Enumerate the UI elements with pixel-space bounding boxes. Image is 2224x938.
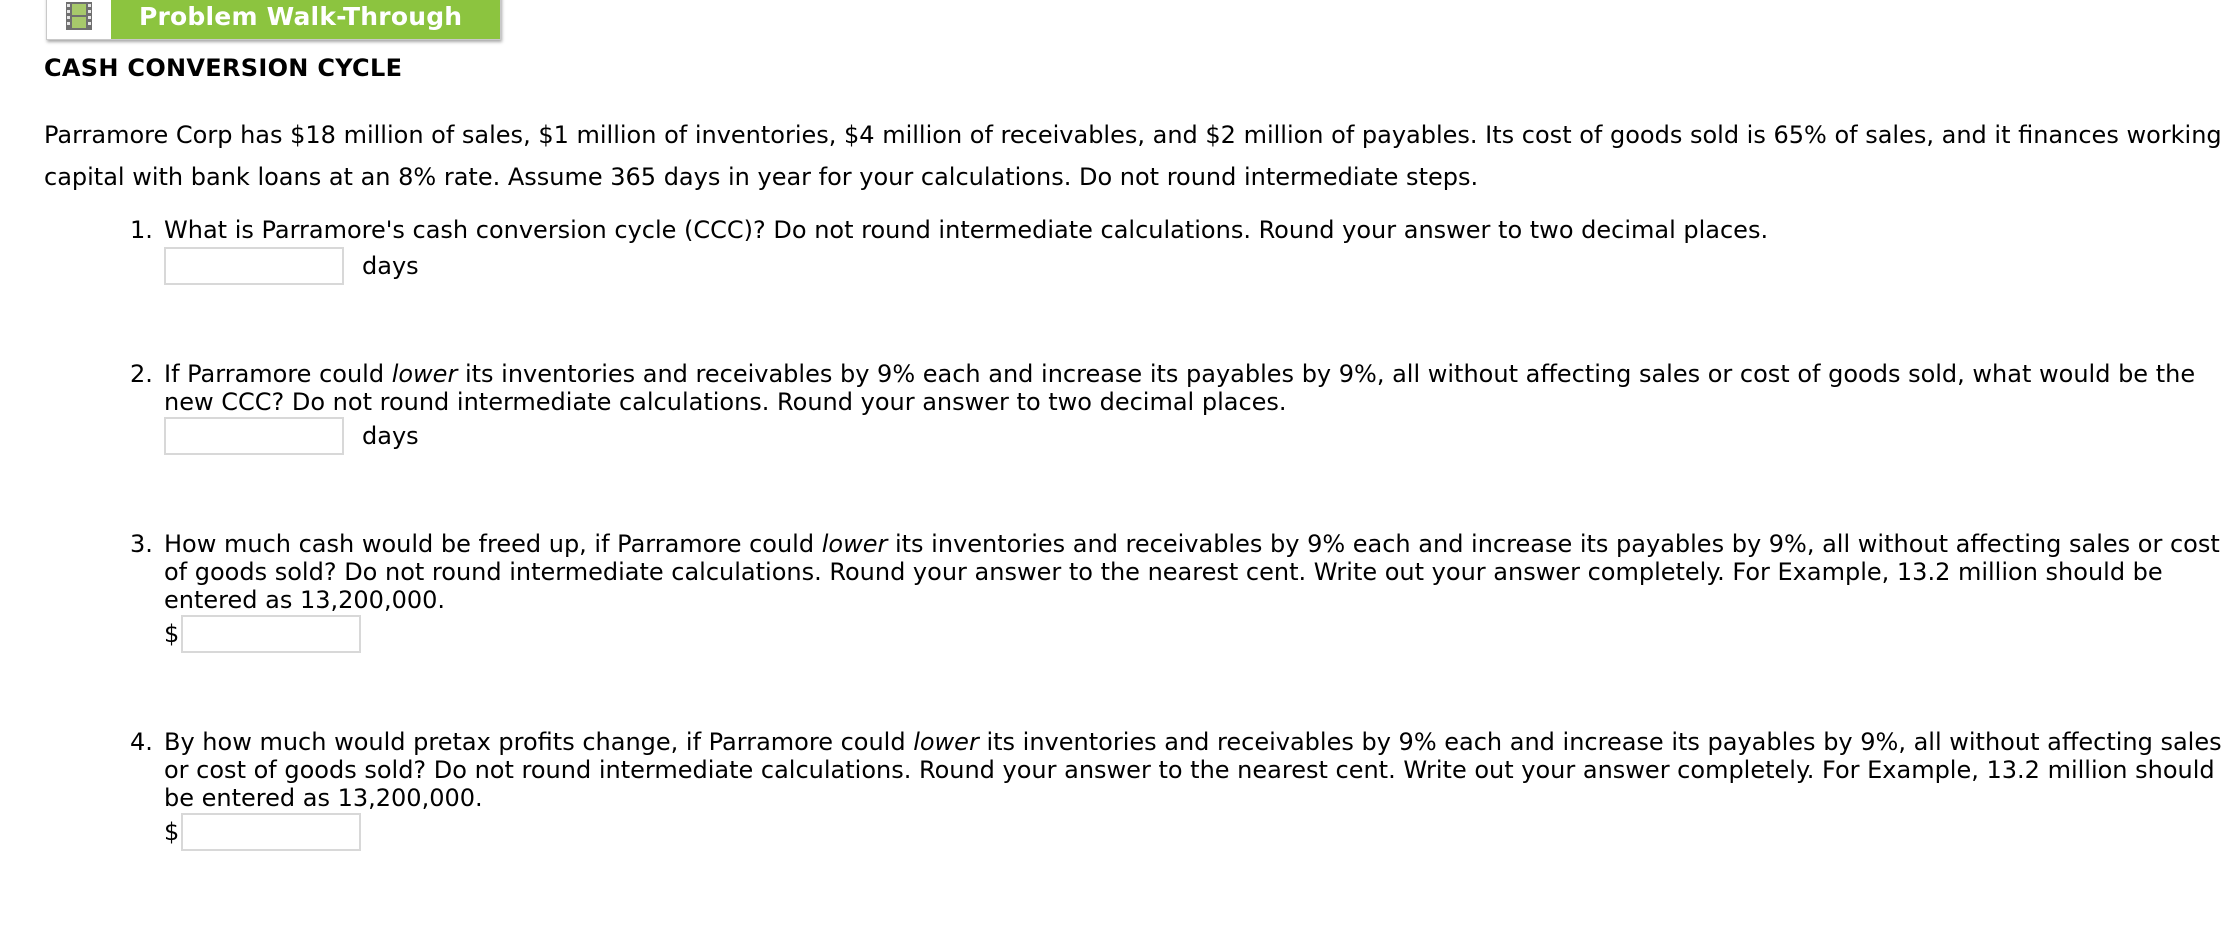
question-number: 1. [130, 216, 153, 244]
section-title: CASH CONVERSION CYCLE [44, 54, 403, 82]
question-text-segment: its inventories and receivables by 9% each and increase its payables by 9%, all without affecting sales or cost [887, 530, 2220, 558]
walkthrough-label: Problem Walk-Through [139, 1, 463, 31]
emphasis-text: lower [821, 530, 888, 558]
question-line-3: entered as 13,200,000. [164, 586, 446, 614]
question-line-2: new CCC? Do not round intermediate calculations. Round your answer to two decimal places. [164, 388, 1287, 416]
unit-label: days [362, 252, 419, 280]
intro-line-1: Parramore Corp has $18 million of sales, $1 million of inventories, $4 million of receivables, and $2 million of payables. Its cost of goods sold is 65% of sales, and it finances working [44, 121, 2222, 149]
question-number: 4. [130, 728, 153, 756]
answer-row-3 [164, 614, 361, 654]
question-text-segment: its inventories and receivables by 9% each and increase its payables by 9%, all without affecting sales or cost of goods sold, what would be the [457, 360, 2196, 388]
question-line-1: What is Parramore's cash conversion cycle (CCC)? Do not round intermediate calculations. Round your answer to two decimal places. [164, 216, 1769, 244]
answer-row-2 [164, 416, 419, 456]
new-ccc-answer-input[interactable] [164, 417, 344, 455]
unit-label: days [362, 422, 419, 450]
intro-line-2: capital with bank loans at an 8% rate. Assume 365 days in year for your calculations. Do not round intermediate steps. [44, 163, 1479, 191]
question-line-2: or cost of goods sold? Do not round intermediate calculations. Round your answer to the nearest cent. Write out your answer completely. For Example, 13.2 million should [164, 756, 2215, 784]
intro-paragraph [44, 114, 2224, 198]
question-text [164, 360, 2224, 416]
currency-symbol: $ [164, 620, 180, 648]
currency-symbol: $ [164, 818, 180, 846]
question-line-2: of goods sold? Do not round intermediate calculations. Round your answer to the nearest cent. Write out your answer completely. For Example, 13.2 million should be [164, 558, 2163, 586]
question-text-segment: How much cash would be freed up, if Parramore could [164, 530, 822, 558]
question-line-1 [164, 360, 2224, 388]
emphasis-text: lower [913, 728, 979, 756]
answer-row-1 [164, 246, 419, 286]
film-icon [47, 0, 111, 39]
question-text-segment: If Parramore could [164, 360, 392, 388]
question-text-segment: its inventories and receivables by 9% each and increase its payables by 9%, all without affecting sales [978, 728, 2222, 756]
answer-row-4 [164, 812, 361, 852]
emphasis-text: lower [391, 360, 458, 388]
question-number: 2. [130, 360, 153, 388]
question-text [164, 530, 2224, 614]
question-line-3: be entered as 13,200,000. [164, 784, 483, 812]
cash-freed-answer-input[interactable] [181, 615, 361, 653]
question-line-1 [164, 728, 2224, 756]
ccc-answer-input[interactable] [164, 247, 344, 285]
question-text [164, 728, 2224, 812]
pretax-profit-change-answer-input[interactable] [181, 813, 361, 851]
question-line-1 [164, 530, 2224, 558]
problem-walkthrough-button[interactable] [46, 0, 501, 40]
question-text [164, 216, 2224, 244]
question-number: 3. [130, 530, 153, 558]
question-text-segment: By how much would pretax profits change, if Parramore could [164, 728, 914, 756]
